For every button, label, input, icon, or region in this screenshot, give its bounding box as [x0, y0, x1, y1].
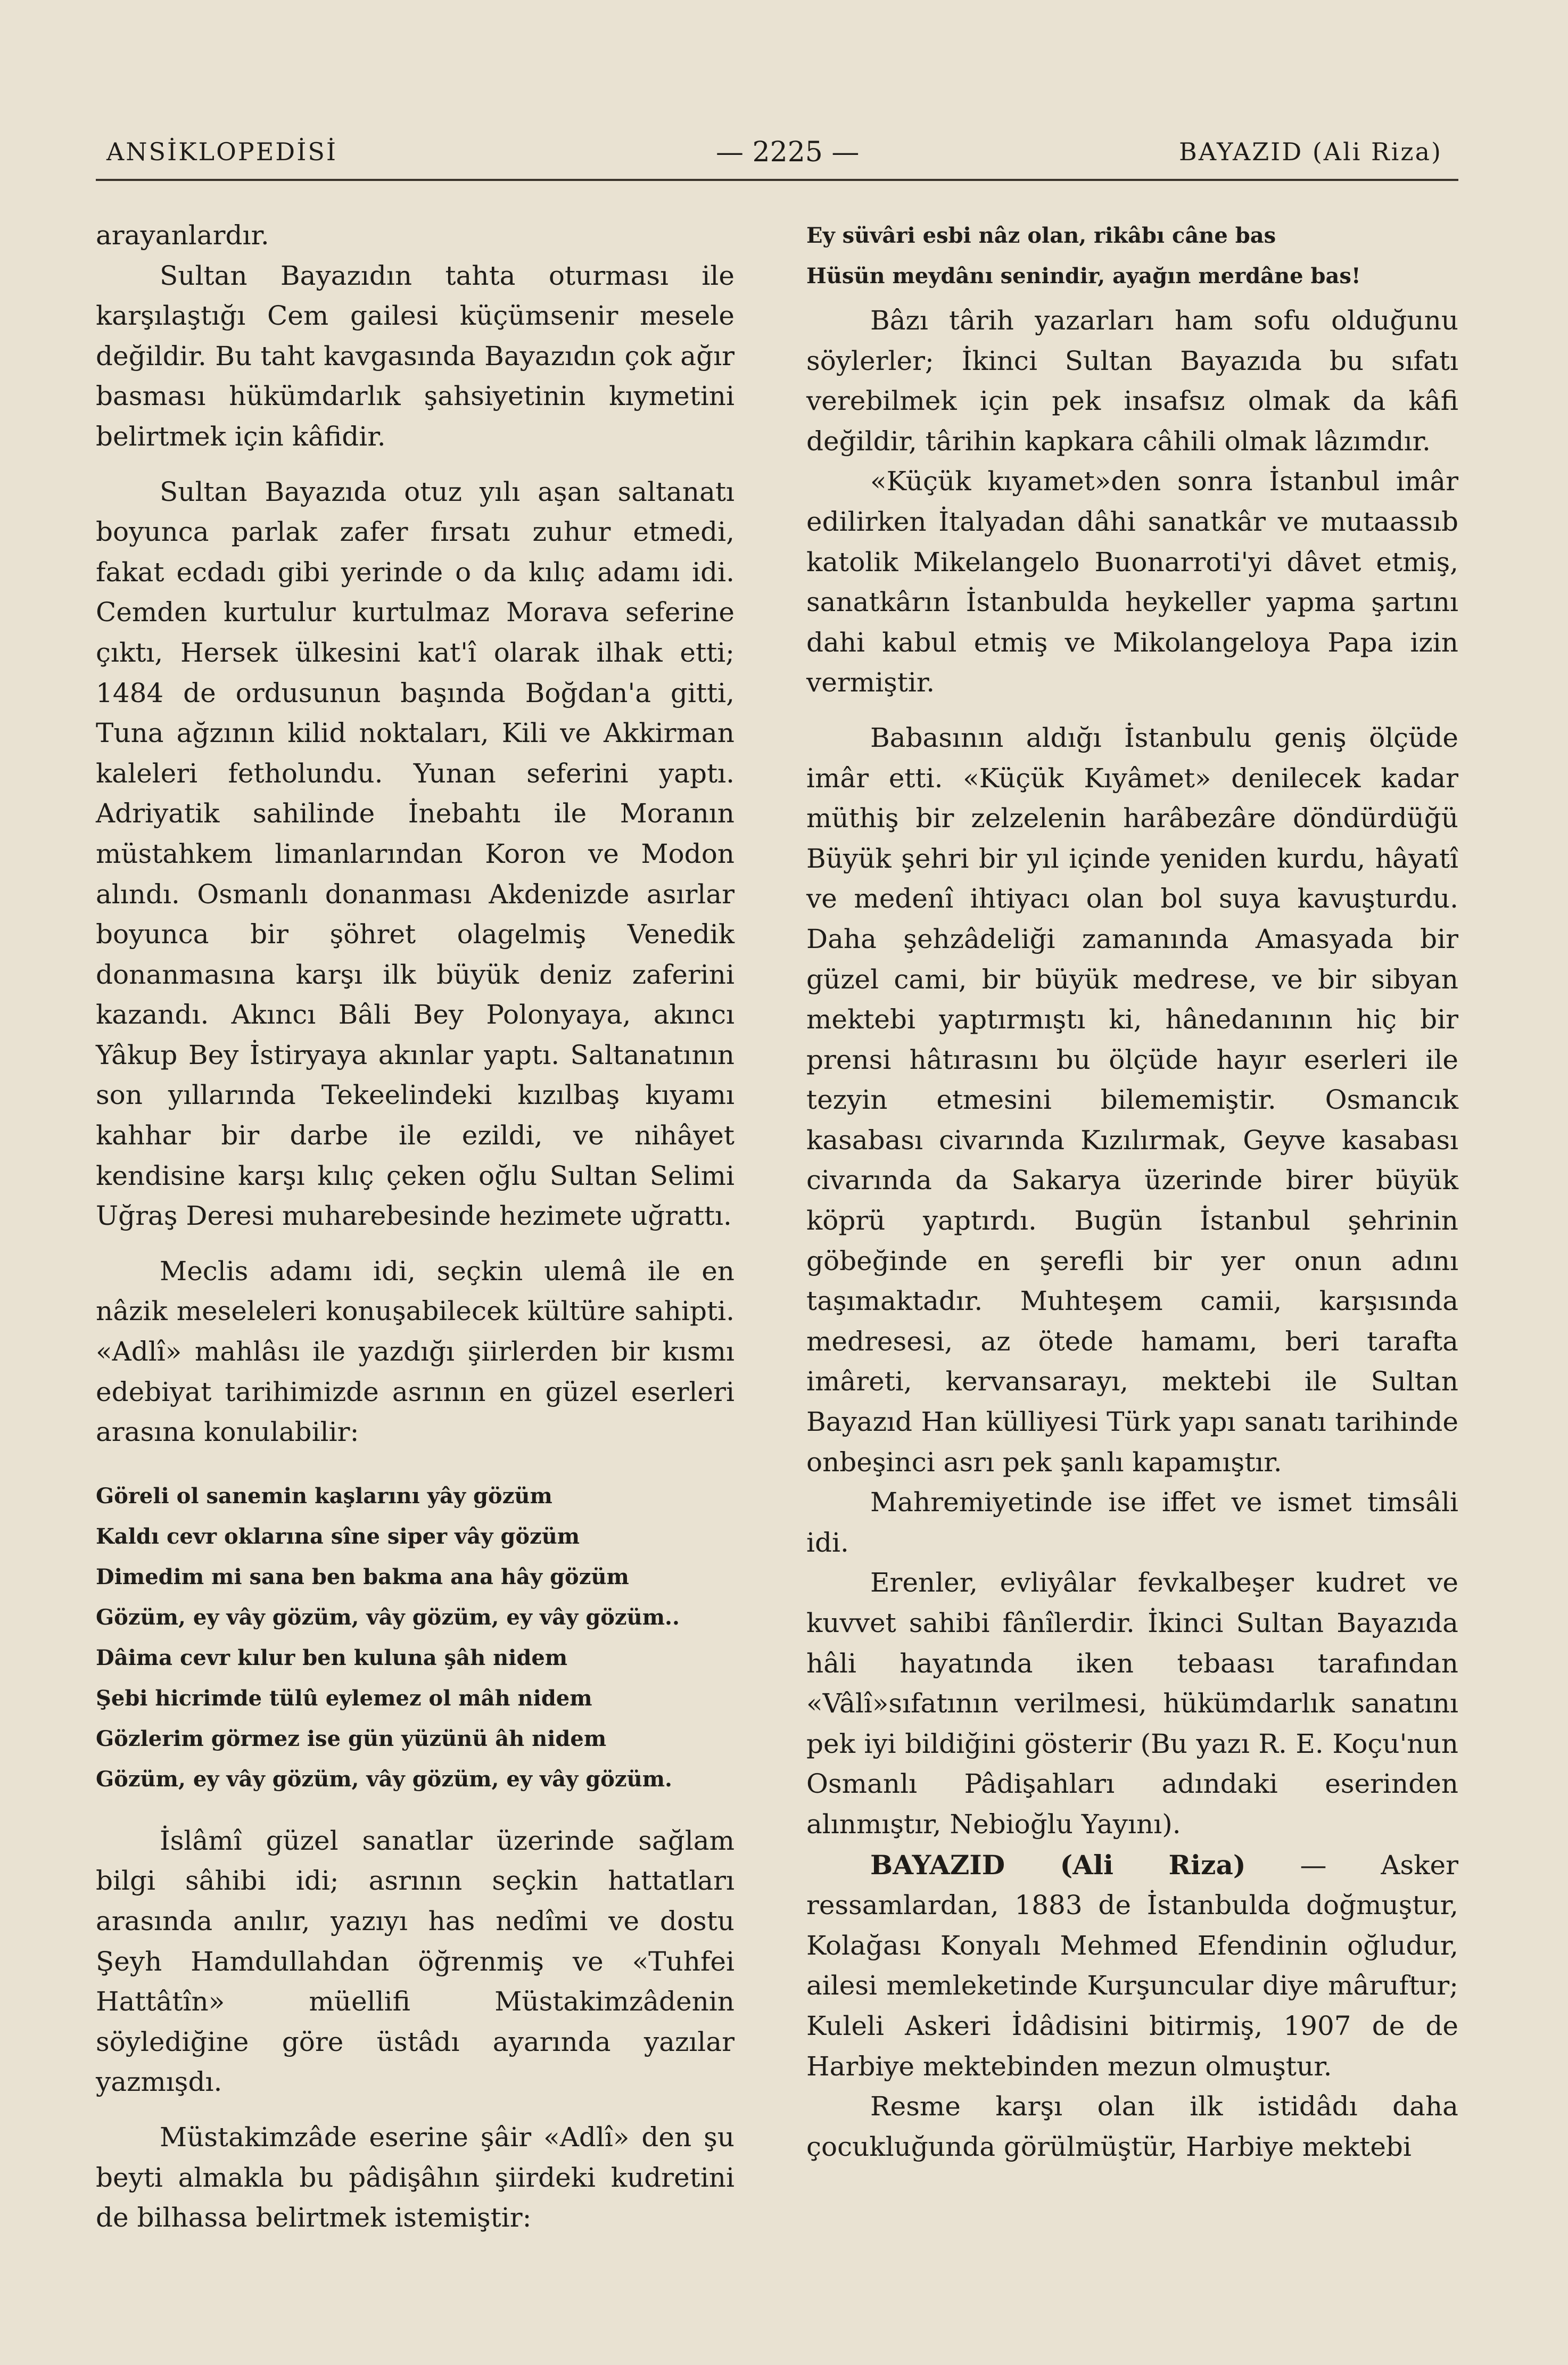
page-number: — 2225 — — [716, 136, 860, 168]
paragraph: Sultan Bayazıdın tahta oturması ile karşılaştığı Cem gailesi küçümsenir mesele değildir. Bu taht kavgasında Bayazıdın çok ağır basması hükümdarlık şahsiyetinin kıymetini belirtmek için kâfidir. — [96, 260, 735, 452]
header-rule — [96, 179, 1458, 181]
paragraph: «Küçük kıyamet»den sonra İstanbul imâr edilirken İtalyadan dâhi sanatkâr ve mutaassıb katolik Mikelangelo Buonarroti'yi dâvet etmiş, sanatkârın İstanbulda heykeller yapma şartını dahi kabul etmiş ve Mikolangeloya Papa izin vermiştir. — [806, 466, 1458, 698]
entry-heading: BAYAZID (Ali Riza) — [870, 1849, 1246, 1881]
paragraph: Meclis adamı idi, seçkin ulemâ ile en nâzik meseleleri konuşabilecek kültüre sahipti. «Adlî» mahlâsı ile yazdığı şiirlerden bir kısmı edebiyat tarihimizde asrının en güzel eserleri arasına konulabilir: — [96, 1255, 735, 1448]
entry-text: — Asker ressamlardan, 1883 de İstanbulda doğmuştur, Kolağası Konyalı Mehmed Efendinin oğludur, ailesi memleketinde Kurşuncular diye mâruftur; Kuleli Askeri İdâdisini bitirmiş, 1907 de de Harbiye mektebinden mezun olmuştur. — [806, 1849, 1458, 2082]
paragraph: Sultan Bayazıda otuz yılı aşan saltanatı boyunca parlak zafer fırsatı zuhur etmedi, fakat ecdadı gibi yerinde o da kılıç adamı idi. Cemden kurtulur kurtulmaz Morava seferine çıktı, Hersek ülkesini kat'î olarak ilhak etti; 1484 de ordusunun başında Boğdan'a gitti, Tuna ağzının kilid noktaları, Kili ve Akkirman kaleleri fetholundu. Yunan seferini yaptı. Adriyatik sahilinde İnebahtı ile Moranın müstahkem limanlarından Koron ve Modon alındı. Osmanlı donanması Akdenizde asırlar boyunca bir şöhret olagelmiş Venedik donanmasına karşı ilk büyük deniz zaferini kazandı. Akıncı Bâli Bey Polonyaya, akıncı Yâkup Bey İstiryaya akınlar yaptı. Saltanatının son yıllarında Tekeelindeki kızılbaş kıyamı kahhar bir darbe ile ezildi, ve nihâyet kendisine karşı kılıç çeken oğlu Sultan Selimi Uğraş Deresi muharebesinde hezimete uğrattı. — [96, 476, 735, 1232]
right-column — [806, 216, 1458, 2292]
paragraph-gap — [96, 457, 735, 472]
paragraph: Babasının aldığı İstanbulu geniş ölçüde imâr etti. «Küçük Kıyâmet» denilecek kadar müthiş bir zelzelenin harâbezâre döndürdüğü Büyük şehri bir yıl içinde yeniden kurdu, hâyatî ve medenî ihtiyacı olan bol suya kavuşturdu. Daha şehzâdeliği zamanında Amasyada bir güzel cami, bir büyük medrese, ve bir sibyan mektebi yaptırmıştı ki, hânedanının hiç bir prensi hâtırasını bu ölçüde hayır eserleri ile tezyin etmesini bilememiştir. Osmancık kasabası civarında Kızılırmak, Geyve kasabası civarında da Sakarya üzerinde birer büyük köprü yaptırdı. Bugün İstanbul şehrinin göbeğinde en şerefli bir yer onun adını taşımaktadır. Muhteşem camii, karşısında medresesi, az ötede hamamı, beri tarafta imâreti, kervansarayı, mektebi ile Sultan Bayazıd Han külliyesi Türk yapı sanatı tarihinde onbeşinci asrı pek şanlı kapamıştır. — [806, 722, 1458, 1478]
paragraph: Mahremiyetinde ise iffet ve ismet timsâli idi. — [806, 1487, 1458, 1558]
poem-line: Dimedim mi sana ben bakma ana hây gözüm — [96, 1564, 629, 1589]
header-title-left: ANSİKLOPEDİSİ — [106, 137, 338, 166]
paragraph: Resme karşı olan ilk istidâdı daha çocukluğunda görülmüştür, Harbiye mektebi — [806, 2091, 1458, 2162]
paragraph-gap — [96, 2103, 735, 2117]
poem-line: Gözüm, ey vây gözüm, vây gözüm, ey vây gözüm.. — [96, 1604, 680, 1630]
poem-line: Kaldı cevr oklarına sîne siper vây gözüm — [96, 1523, 580, 1549]
couplet-line: Hüsün meydânı senindir, ayağın merdâne bas! — [806, 263, 1361, 289]
paragraph: Bâzı târih yazarları ham sofu olduğunu söylerler; İkinci Sultan Bayazıda bu sıfatı verebilmek için pek insafsız olmak da kâfi değildir, târihin kapkara câhili olmak lâzımdır. — [806, 305, 1458, 457]
poem-line: Gözüm, ey vây gözüm, vây gözüm, ey vây gözüm. — [96, 1766, 672, 1792]
page-header — [96, 132, 1458, 180]
poem-block — [96, 1476, 735, 1800]
left-column — [96, 216, 735, 2292]
paragraph: Müstakimzâde eserine şâir «Adlî» den şu beyti almakla bu pâdişâhın şiirdeki kudretini de bilhassa belirtmek istemiştir: — [96, 2121, 735, 2234]
header-entry-title: BAYAZID (Ali Riza) — [1179, 137, 1442, 166]
paragraph-gap — [96, 1237, 735, 1251]
couplet-block — [806, 216, 1458, 296]
paragraph: Erenler, evliyâlar fevkalbeşer kudret ve kuvvet sahibi fânîlerdir. İkinci Sultan Bayazıda hâli hayatında iken tebaası tarafından «Vâlî»sıfatının verilmesi, hükümdarlık sanatını pek iyi bildiğini gösterir (Bu yazı R. E. Koçu'nun Osmanlı Pâdişahları adındaki eserinden alınmıştır, Nebioğlu Yayını). — [806, 1567, 1458, 1840]
paragraph-gap — [806, 703, 1458, 718]
poem-line: Şebi hicrimde tülû eylemez ol mâh nidem — [96, 1685, 592, 1711]
entry-paragraph — [806, 1845, 1458, 2087]
paragraph: İslâmî güzel sanatlar üzerinde sağlam bilgi sâhibi idi; asrının seçkin hattatları arasında anılır, yazıyı has nedîmi ve dostu Şeyh Hamdullahdan öğrenmiş ve «Tuhfei Hattâtîn» müellifi Müstakimzâdenin söylediğine göre üstâdı ayarında yazılar yazmışdı. — [96, 1825, 735, 2098]
poem-line: Dâima cevr kılur ben kuluna şâh nidem — [96, 1645, 568, 1670]
poem-line: Göreli ol sanemin kaşlarını yây gözüm — [96, 1483, 552, 1509]
couplet-line: Ey süvâri esbi nâz olan, rikâbı câne bas — [806, 223, 1276, 248]
poem-line: Gözlerim görmez ise gün yüzünü âh nidem — [96, 1726, 607, 1751]
paragraph: arayanlardır. — [96, 220, 269, 251]
